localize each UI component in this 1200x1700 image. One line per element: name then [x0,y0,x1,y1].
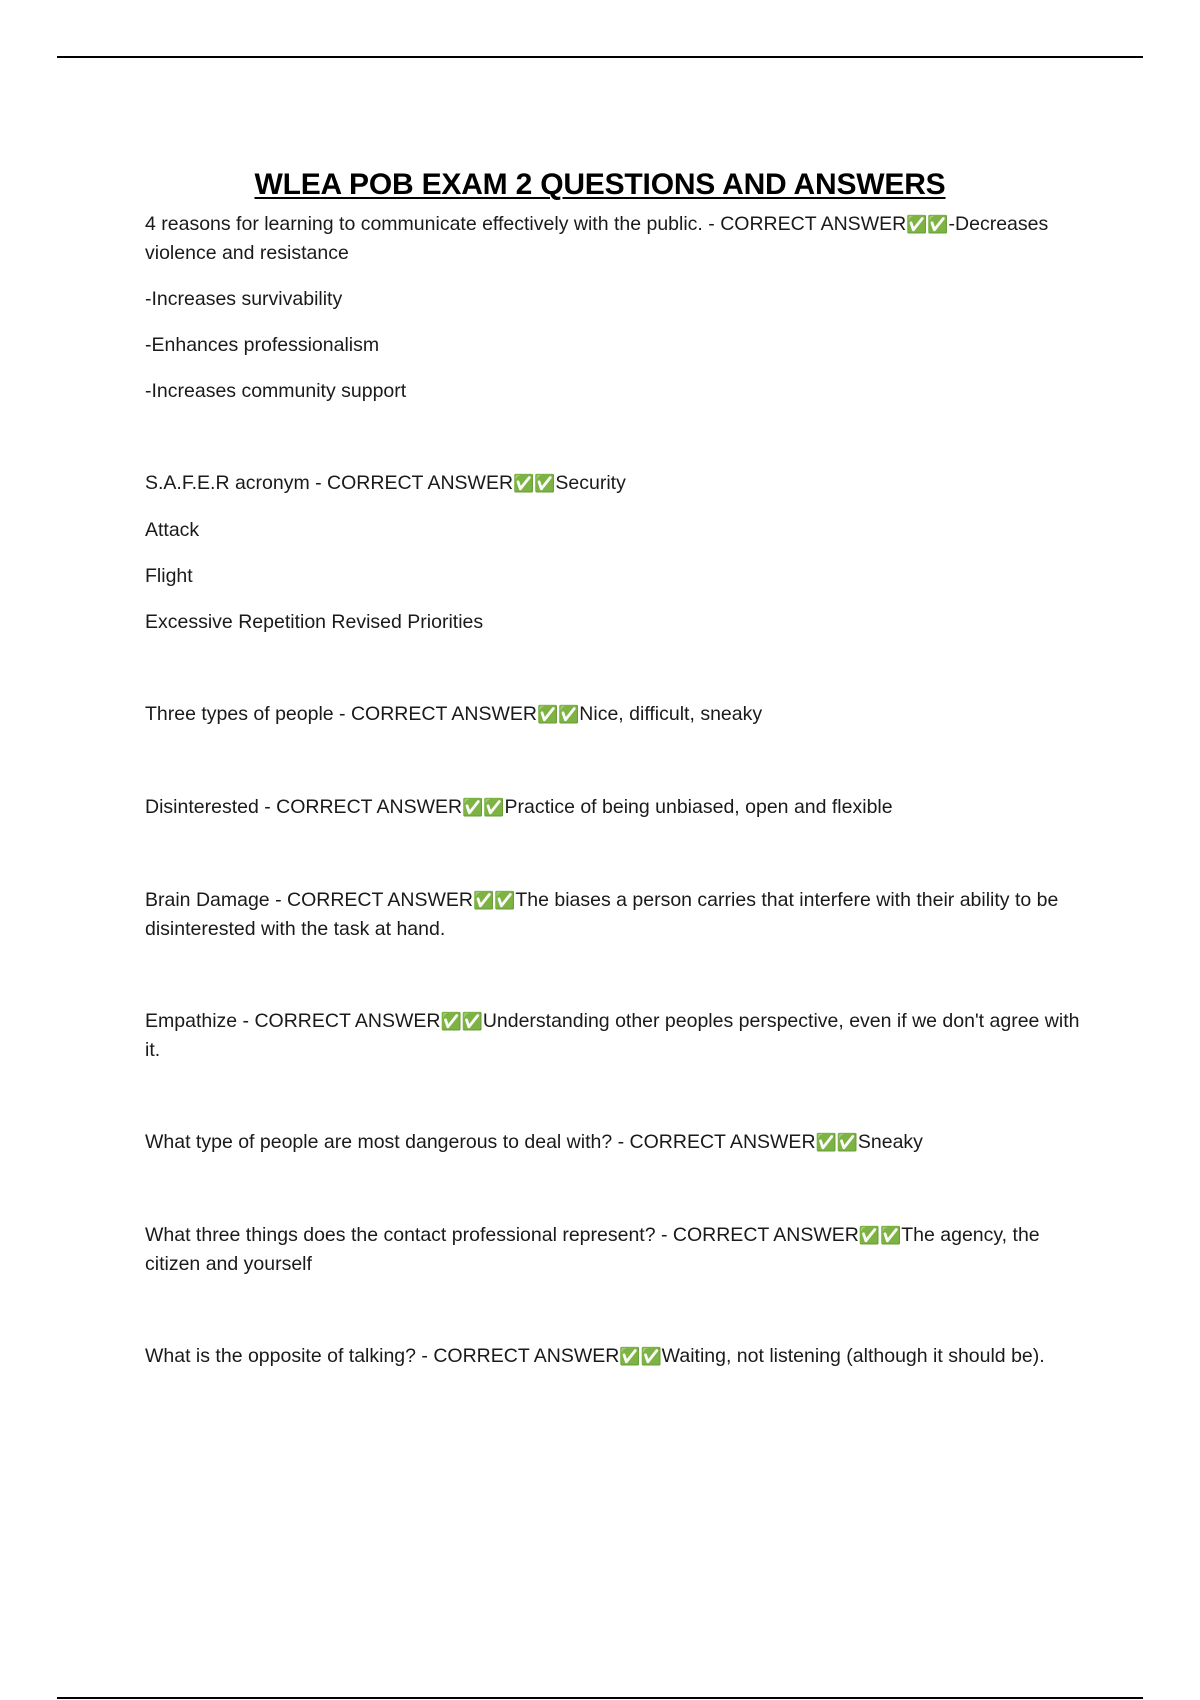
answer-line: Attack [145,519,200,541]
correct-answer-label: - CORRECT ANSWER [269,889,473,911]
page-title: WLEA POB EXAM 2 QUESTIONS AND ANSWERS [254,168,946,202]
qa-item [145,1128,1085,1157]
question-text: Three types of people [145,703,334,725]
correct-answer-label: - CORRECT ANSWER [237,1010,441,1032]
double-check-icon: ✅✅ [619,1347,662,1367]
answer-text: Understanding other peoples perspective, even if we don't agree with it. [145,1010,1080,1061]
qa-item [145,1342,1085,1371]
question-text: What three things does the contact professional represent? [145,1224,656,1246]
question-text: Empathize [145,1010,238,1032]
question-text: 4 reasons for learning to communicate effectively with the public. [145,213,703,235]
correct-answer-label: - CORRECT ANSWER [258,796,463,818]
qa-line [145,1007,1085,1064]
answer-text: The agency, the citizen and yourself [145,1224,1040,1275]
correct-answer-label: - CORRECT ANSWER [655,1224,859,1246]
qa-item [145,469,1085,636]
qa-item [145,1007,1085,1064]
question-text: Brain Damage [145,889,270,911]
qa-item [145,210,1085,405]
qa-item [145,793,1085,822]
answer-text: The biases a person carries that interfere with their ability to be disinterested with the task at hand. [145,889,1059,940]
answer-text: Waiting, not listening (although it should be). [661,1345,1045,1367]
double-check-icon: ✅✅ [858,1226,902,1246]
qa-line [145,1221,1085,1278]
qa-line [145,1342,1085,1371]
answer-line: -Increases community support [145,380,407,402]
double-check-icon: ✅✅ [513,474,556,494]
double-check-icon: ✅✅ [906,215,949,235]
correct-answer-label: - CORRECT ANSWER [612,1131,816,1153]
question-text: Disinterested [145,796,259,818]
qa-line [145,793,1085,822]
answer-line: Flight [145,565,193,587]
qa-item [145,886,1085,943]
top-rule [57,56,1143,58]
answer-text: Security [555,472,626,494]
correct-answer-label: - CORRECT ANSWER [416,1345,620,1367]
double-check-icon: ✅✅ [462,798,505,818]
question-text: What type of people are most dangerous to deal with? [145,1131,613,1153]
double-check-icon: ✅✅ [472,891,516,911]
answer-text: Practice of being unbiased, open and flexible [504,796,893,818]
qa-line [145,469,1085,498]
answer-text: Nice, difficult, sneaky [579,703,763,725]
correct-answer-label: - CORRECT ANSWER [309,472,514,494]
question-text: S.A.F.E.R acronym [145,472,310,494]
double-check-icon: ✅✅ [440,1012,483,1032]
bottom-rule [57,1697,1143,1699]
qa-line [145,886,1085,943]
double-check-icon: ✅✅ [815,1133,858,1153]
answer-text: Sneaky [857,1131,923,1153]
qa-item [145,1221,1085,1278]
qa-item [145,700,1085,729]
qa-list [145,210,1085,1435]
answer-text: -Decreases violence and resistance [145,213,1049,264]
answer-line: -Increases survivability [145,288,343,310]
question-text: What is the opposite of talking? [145,1345,416,1367]
correct-answer-label: - CORRECT ANSWER [333,703,537,725]
qa-line [145,210,1085,267]
qa-line [145,1128,1085,1157]
correct-answer-label: - CORRECT ANSWER [702,213,907,235]
qa-line [145,700,1085,729]
answer-line: -Enhances professionalism [145,334,380,356]
double-check-icon: ✅✅ [536,705,580,725]
answer-line: Excessive Repetition Revised Priorities [145,611,484,633]
